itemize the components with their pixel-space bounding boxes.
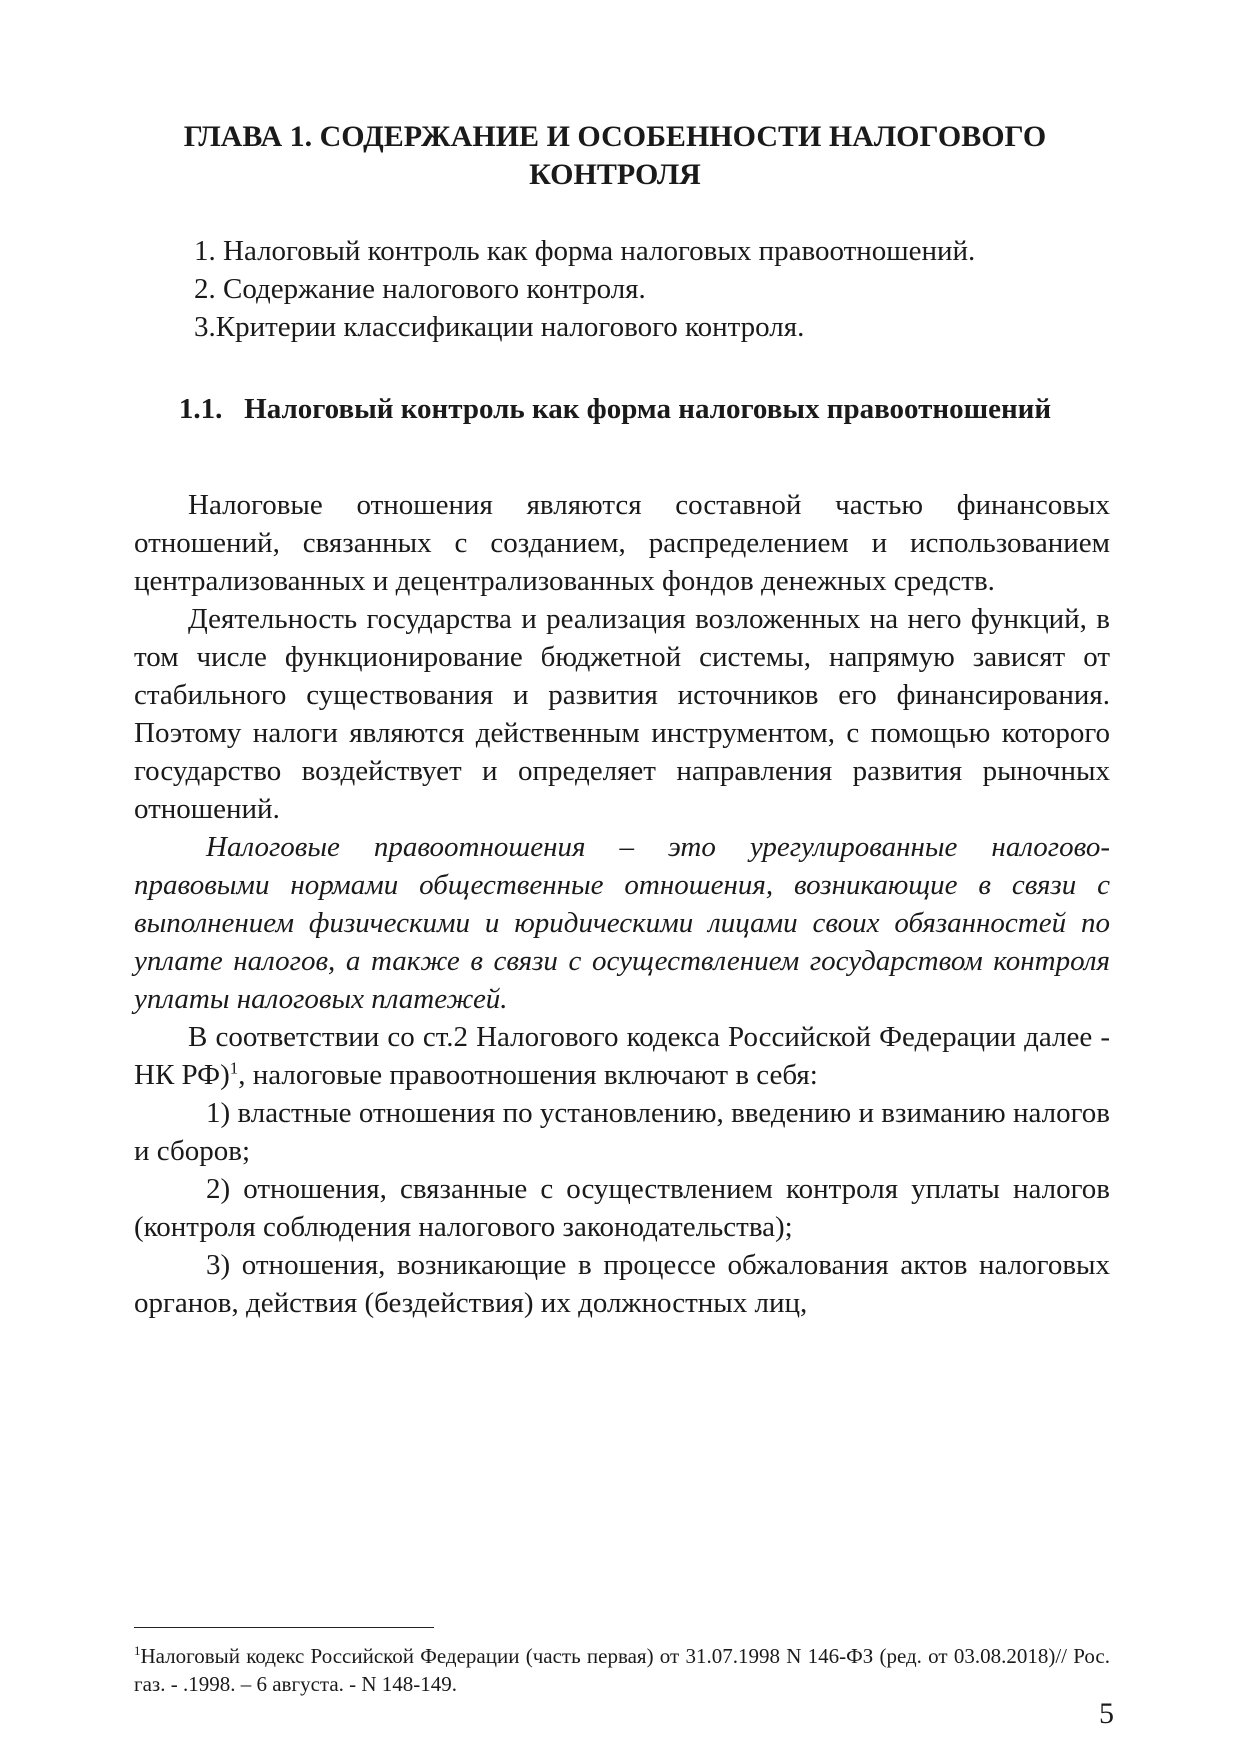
footnote-text: Налоговый кодекс Российской Федерации (часть первая) от 31.07.1998 N 146-ФЗ (ред. от 03.08.2018)// Рос. газ. - .1998. – 6 августа. - N 148-149.	[134, 1644, 1110, 1696]
page-number: 5	[1099, 1697, 1114, 1730]
body-text	[134, 486, 1110, 1322]
chapter-outline	[194, 232, 975, 346]
definition-paragraph: Налоговые правоотношения – это урегулированные налогово-правовыми нормами общественные отношения, возникающие в связи с выполнением физическими и юридическими лицами своих обязанностей по уплате налогов, а также в связи с осуществлением государством контроля уплаты налоговых платежей.	[134, 831, 1110, 1015]
section-title: Налоговый контроль как форма налоговых правоотношений	[244, 393, 1052, 425]
paragraph: Деятельность государства и реализация возложенных на него функций, в том числе функционирование бюджетной системы, напрямую зависят от стабильного существования и развития источников его финансирования. Поэтому налоги являются действенным инструментом, с помощью которого государство воздействует и определяет направления развития рыночных отношений.	[134, 603, 1110, 825]
paragraph	[134, 1018, 1110, 1094]
outline-item: 2. Содержание налогового контроля.	[194, 273, 646, 305]
paragraph-text: В соответствии со ст.2 Налогового кодекса Российской Федерации далее - НК РФ)	[134, 1021, 1110, 1091]
section-heading	[120, 390, 1110, 428]
footnote	[134, 1642, 1110, 1698]
paragraph: Налоговые отношения являются составной частью финансовых отношений, связанных с созданием, распределением и использованием централизованных и децентрализованных фондов денежных средств.	[134, 489, 1110, 597]
section-number: 1.1.	[178, 393, 223, 425]
outline-item: 1. Налоговый контроль как форма налоговых правоотношений.	[194, 235, 976, 267]
list-item: 2) отношения, связанные с осуществлением контроля уплаты налогов (контроля соблюдения налогового законодательства);	[134, 1173, 1110, 1243]
list-item: 3) отношения, возникающие в процессе обжалования актов налоговых органов, действия (бездействия) их должностных лиц,	[134, 1249, 1110, 1319]
footnote-divider	[134, 1627, 434, 1628]
footnote-reference: 1	[229, 1058, 239, 1078]
list-item: 1) властные отношения по установлению, введению и взиманию налогов и сборов;	[134, 1097, 1110, 1167]
footnote-number: 1	[134, 1643, 141, 1658]
chapter-title: ГЛАВА 1. СОДЕРЖАНИЕ И ОСОБЕННОСТИ НАЛОГОВОГО КОНТРОЛЯ	[183, 120, 1047, 191]
paragraph-text: , налоговые правоотношения включают в себя:	[238, 1059, 818, 1091]
outline-item: 3.Критерии классификации налогового контроля.	[194, 311, 805, 343]
